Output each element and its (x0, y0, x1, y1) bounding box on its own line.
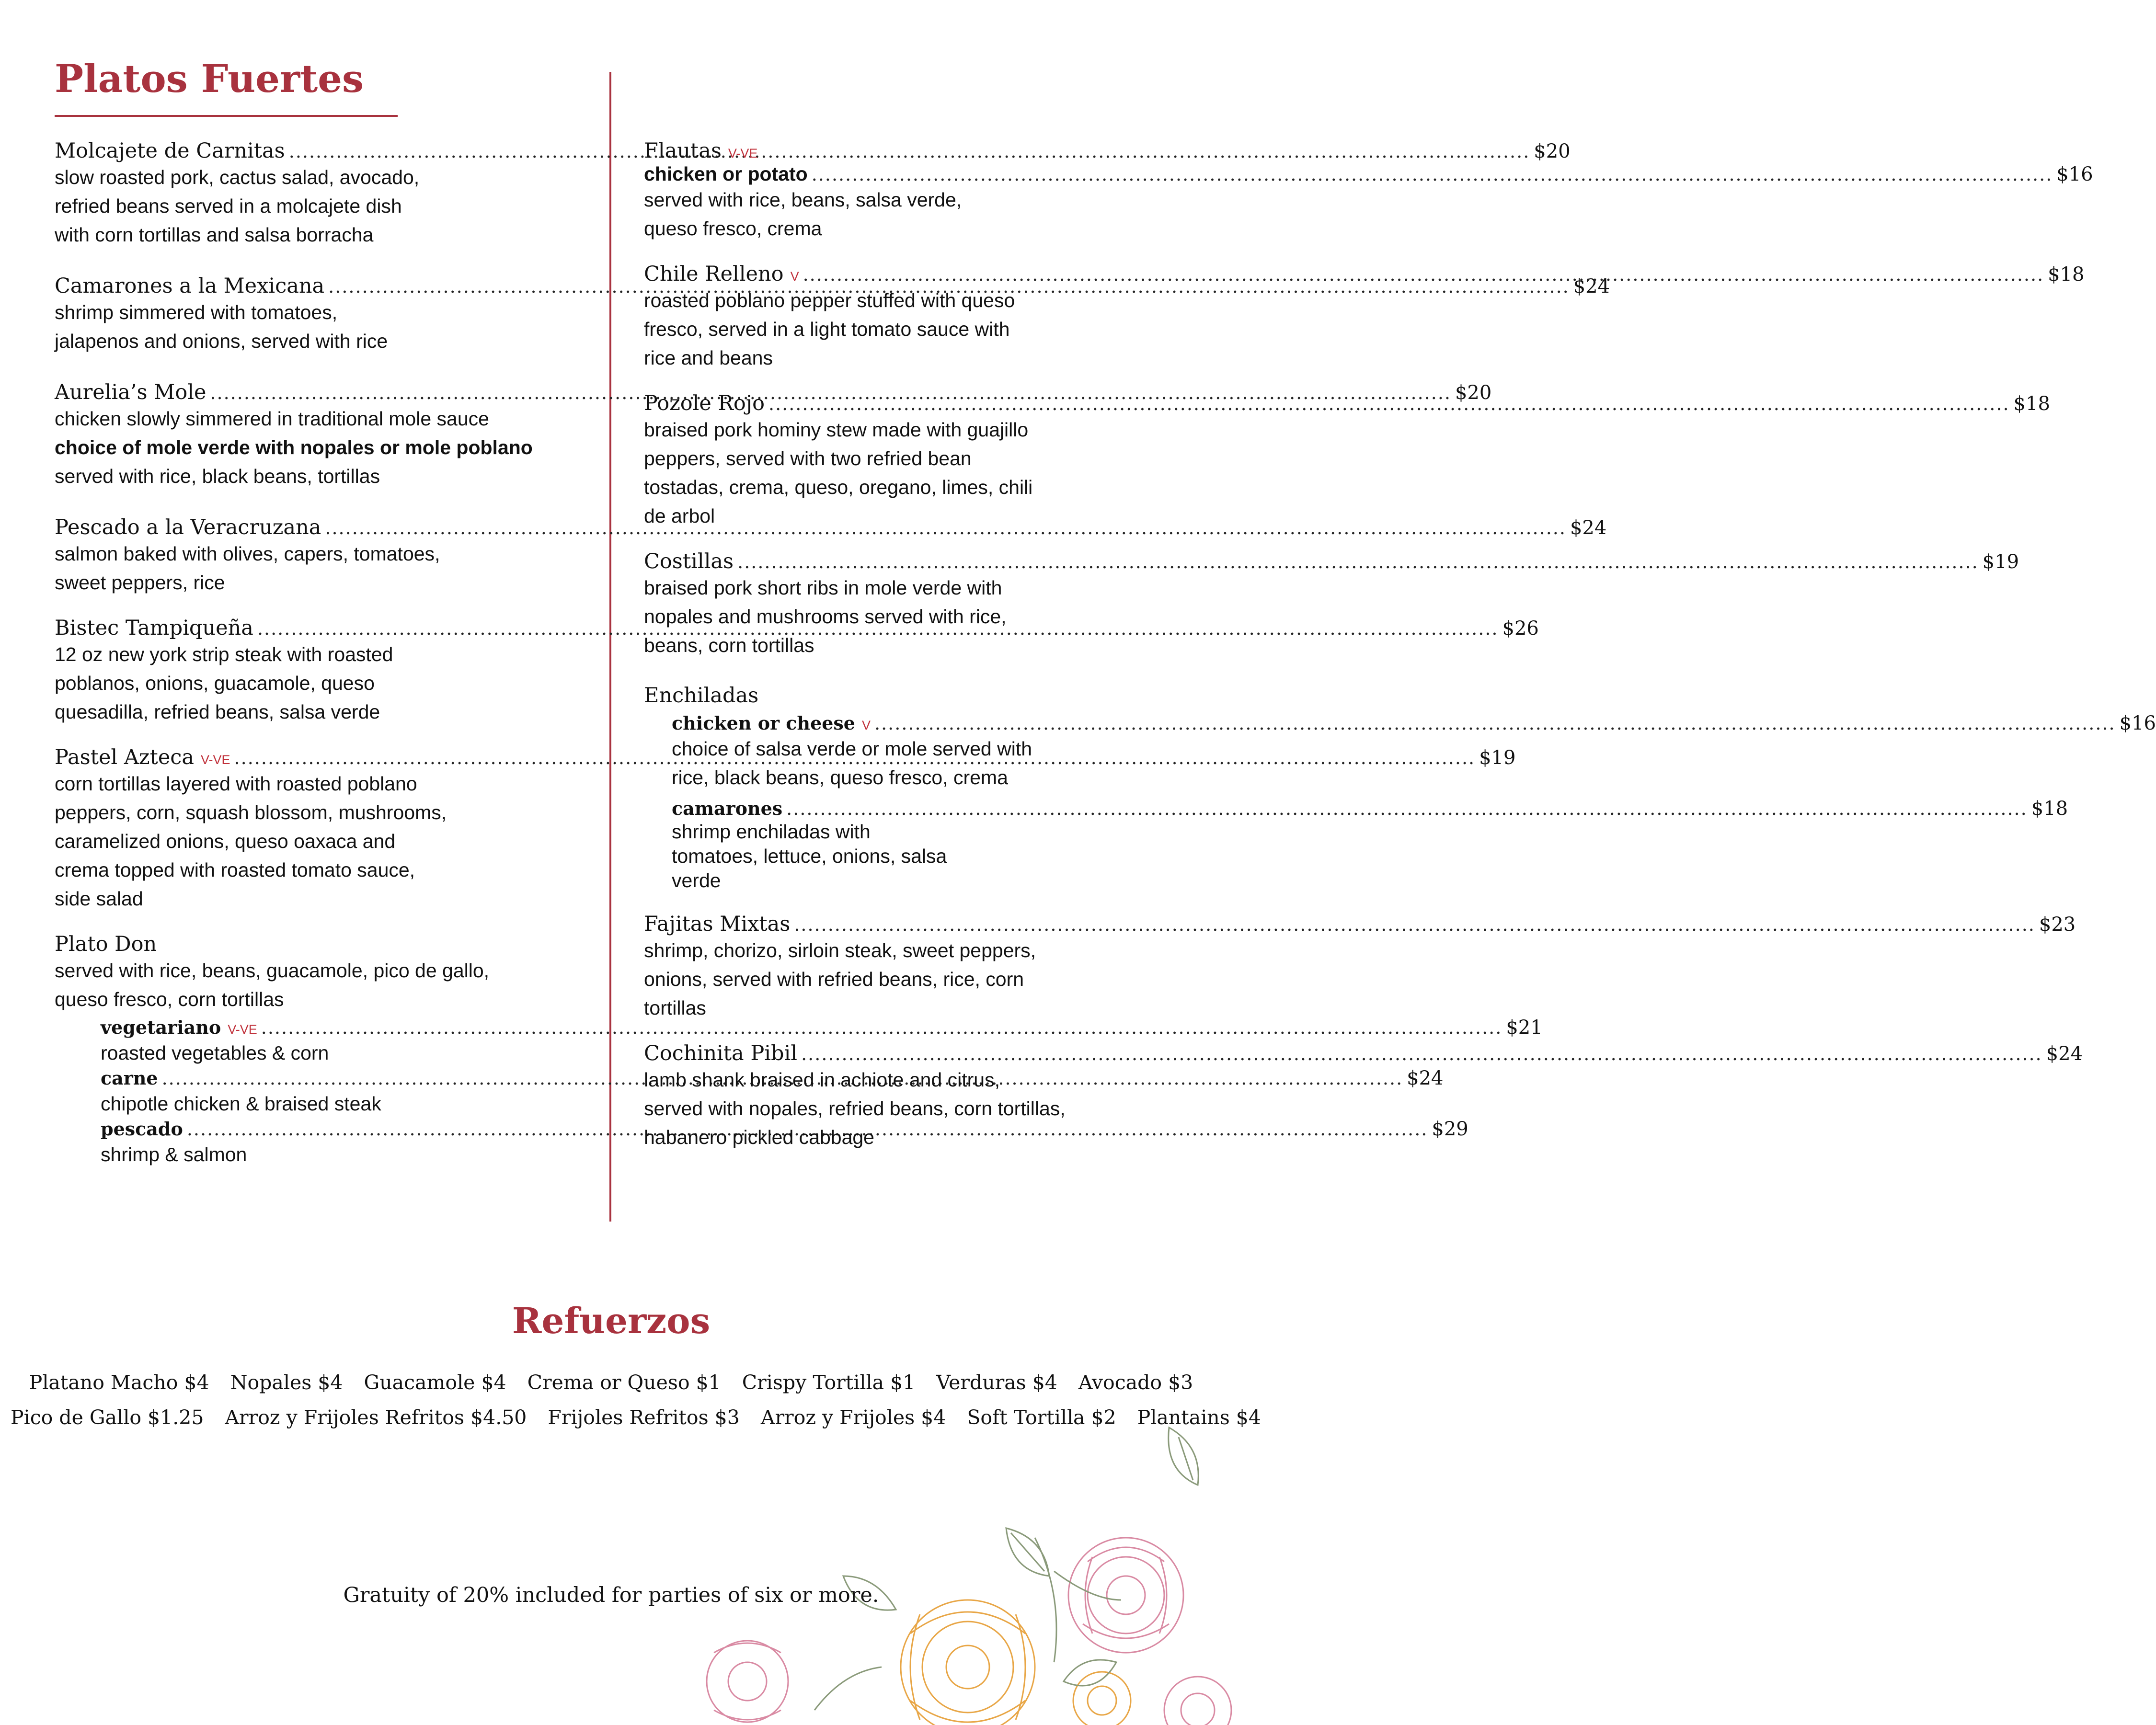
side-item: Plantains $4 (1137, 1406, 1261, 1429)
option-name: chicken or cheese (672, 712, 855, 734)
item-name: Flautas (644, 139, 722, 163)
item-price: $24 (2046, 1043, 2083, 1065)
vegetarian-tag: V (790, 269, 799, 284)
item-description: served with rice, beans, salsa verde, queso fresco, crema (644, 189, 962, 240)
item-name: Enchiladas (644, 684, 759, 708)
item-description: salmon baked with olives, capers, tomatoes, sweet peppers, rice (55, 543, 440, 594)
side-item: Platano Macho $4 (29, 1371, 209, 1394)
item-name: Aurelia’s Mole (55, 380, 206, 404)
item-price: $23 (2039, 914, 2076, 936)
side-item: Soft Tortilla $2 (967, 1406, 1116, 1429)
side-item: Frijoles Refritos $3 (548, 1406, 740, 1429)
leader-dots (786, 798, 2028, 819)
option-name: carne (101, 1067, 158, 1089)
leader-dots (803, 264, 2044, 285)
item-price: $19 (1479, 747, 1516, 769)
leader-dots (768, 393, 2010, 414)
item-name: Pescado a la Veracruzana (55, 515, 321, 539)
item-description: shrimp simmered with tomatoes, jalapenos and onions, served with rice (55, 301, 388, 352)
item-price: $18 (2013, 393, 2050, 415)
item-name: Camarones a la Mexicana (55, 274, 325, 298)
enchiladas-option (644, 798, 2068, 893)
side-item: Crema or Queso $1 (527, 1371, 721, 1394)
option-name: camarones (672, 798, 783, 819)
item-description: corn tortillas layered with roasted poblano peppers, corn, squash blossom, mushrooms, caramelized onions, queso oaxaca and crema topped with roasted tomato sauce, side salad (55, 773, 447, 910)
item-description: chicken slowly simmered in traditional mole sauce choice of mole verde with nopales or mole poblano served with rice, black beans, tortillas (55, 408, 533, 487)
item-description: shrimp, chorizo, sirloin steak, sweet peppers, onions, served with refried beans, rice, corn tortillas (644, 939, 1036, 1019)
option-name: vegetariano (101, 1017, 221, 1038)
side-item: Verduras $4 (936, 1371, 1057, 1394)
option-price: $21 (1506, 1017, 1543, 1039)
item-name: Costillas (644, 549, 734, 573)
item-name: Chile Relleno (644, 262, 784, 286)
item-price: $18 (2048, 263, 2085, 286)
item-price: $20 (1455, 382, 1492, 404)
leader-dots (874, 713, 2116, 734)
item-price: $24 (1573, 275, 1610, 297)
pink-flower-icon (707, 1538, 1231, 1725)
option-description: shrimp enchiladas with tomatoes, lettuce, onions, salsa verde (672, 821, 947, 891)
plato-don-option (55, 1118, 1468, 1169)
item-description: roasted poblano pepper stuffed with queso fresco, served in a light tomato sauce with rice and beans (644, 289, 1015, 369)
option-description: shrimp & salmon (101, 1143, 247, 1165)
item-description: 12 oz new york strip steak with roasted poblanos, onions, guacamole, queso quesadilla, refried beans, salsa verde (55, 643, 393, 723)
vegetarian-tag: V (862, 718, 871, 732)
option-description: roasted vegetables & corn (101, 1042, 329, 1064)
option-price: $18 (2031, 798, 2068, 820)
gratuity-note: Gratuity of 20% included for parties of six or more. (343, 1583, 879, 1607)
option-description: chipotle chicken & braised steak (101, 1093, 381, 1115)
item-subtitle: chicken or potato (644, 163, 808, 185)
side-item: Guacamole $4 (364, 1371, 506, 1394)
item-name: Fajitas Mixtas (644, 912, 791, 936)
side-item: Avocado $3 (1078, 1371, 1193, 1394)
side-item: Pico de Gallo $1.25 (11, 1406, 204, 1429)
item-name: Bistec Tampiqueña (55, 616, 253, 640)
vegan-tag: V-VE (228, 1022, 257, 1037)
leader-dots (794, 914, 2035, 935)
option-description: choice of salsa verde or mole served with rice, black beans, queso fresco, crema (672, 738, 1032, 788)
item-description: braised pork short ribs in mole verde with nopales and mushrooms served with rice, beans, corn tortillas (644, 577, 1007, 656)
option-price: $29 (1432, 1118, 1468, 1140)
side-item: Arroz y Frijoles Refritos $4.50 (225, 1406, 527, 1429)
item-name: Molcajete de Carnitas (55, 139, 285, 163)
item-price: $19 (1982, 551, 2019, 573)
item-price: $24 (1570, 517, 1607, 539)
side-item: Crispy Tortilla $1 (742, 1371, 916, 1394)
leader-dots (801, 1043, 2042, 1064)
vegan-tag: V-VE (728, 146, 758, 160)
side-item: Arroz y Frijoles $4 (760, 1406, 946, 1429)
option-price: $24 (1407, 1067, 1444, 1089)
option-name: pescado (101, 1118, 183, 1140)
item-description: braised pork hominy stew made with guajillo peppers, served with two refried bean tostadas, crema, queso, oregano, limes, chili de arbol (644, 419, 1033, 527)
item-name: Pastel Azteca (55, 745, 195, 769)
page-title: Platos Fuertes (55, 56, 364, 101)
item-name: Cochinita Pibil (644, 1041, 798, 1065)
side-item: Nopales $4 (230, 1371, 343, 1394)
item-price: $26 (1502, 617, 1539, 640)
leaf-icon (814, 1428, 1198, 1710)
leader-dots (812, 164, 2053, 185)
column-divider (609, 72, 611, 1222)
item-name: Pozole Rojo (644, 391, 765, 415)
vegan-tag: V-VE (201, 753, 230, 767)
menu-item (644, 912, 2076, 1022)
title-underline (55, 115, 398, 117)
option-price: $16 (2119, 712, 2156, 734)
item-description: slow roasted pork, cactus salad, avocado, refried beans served in a molcajete dish with corn tortillas and salsa borracha (55, 166, 420, 246)
refuerzos-title: Refuerzos (512, 1301, 711, 1342)
item-price: $20 (1534, 140, 1571, 162)
item-name: Plato Don (55, 932, 157, 956)
item-price: $16 (2056, 163, 2093, 185)
item-description: lamb shank braised in achiote and citrus, served with nopales, refried beans, corn tortillas, habanero pickled cabbage (644, 1069, 1066, 1148)
leader-dots (737, 551, 1979, 572)
floral-decoration (671, 1413, 1222, 1725)
item-description: served with rice, beans, guacamole, pico de gallo, queso fresco, corn tortillas (55, 960, 490, 1010)
sides-row-1 (0, 1371, 1222, 1394)
